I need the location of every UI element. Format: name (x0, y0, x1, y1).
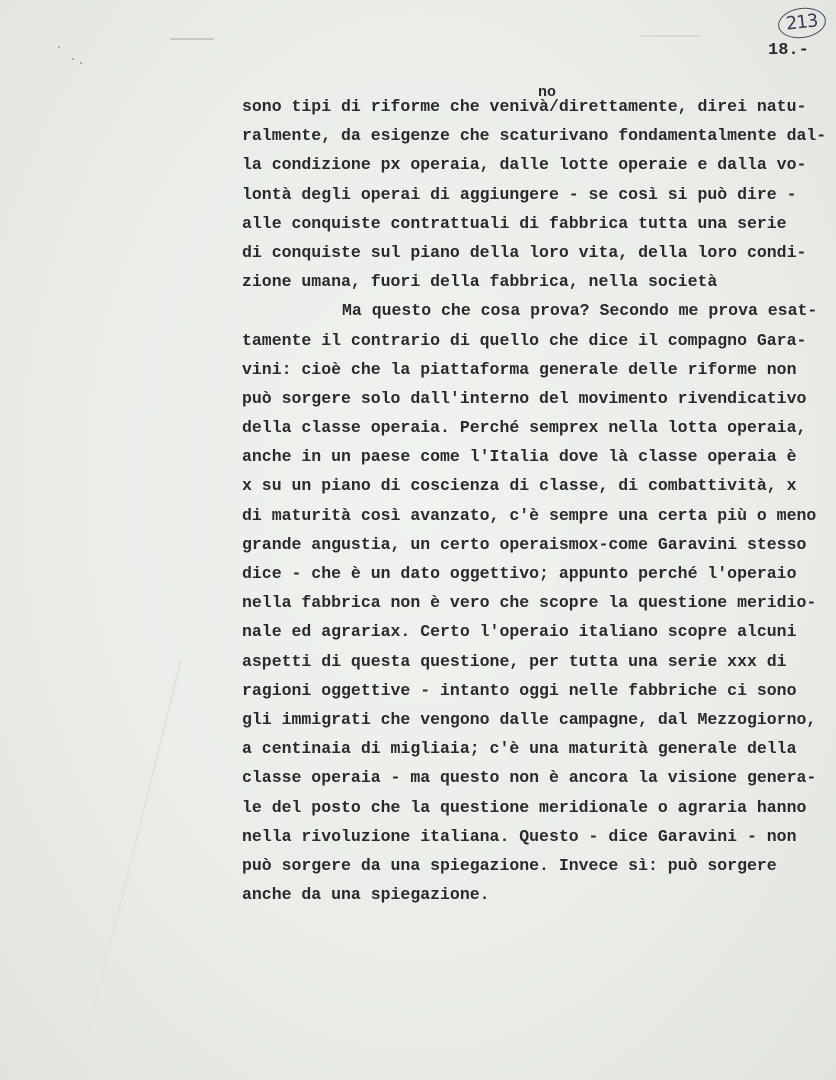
text-line: a centinaia di migliaia; c'è una maturità generale della (242, 739, 797, 759)
page-number: 18.- (768, 41, 809, 60)
text-line: nella rivoluzione italiana. Questo - dice Garavini - non (242, 826, 797, 846)
text-line: può sorgere solo dall'interno del movimento rivendicativo (242, 388, 807, 408)
text-line: classe operaia - ma questo non è ancora la visione genera- (242, 768, 817, 788)
scan-dot (58, 46, 60, 48)
text-line: aspetti di questa questione, per tutta una serie xxx di (242, 651, 787, 671)
text-line: nella fabbrica non è vero che scopre la questione meridio- (242, 593, 817, 613)
text-line: anche da una spiegazione. (242, 885, 490, 905)
text-line: alle conquiste contrattuali di fabbrica tutta una serie (242, 213, 787, 233)
text-line: della classe operaia. Perché semprex nella lotta operaia, (242, 418, 807, 438)
text-line: di conquiste sul piano della loro vita, della loro condi- (242, 242, 807, 262)
text-line: dice - che è un dato oggettivo; appunto perché l'operaio (242, 564, 797, 583)
text-line: ralmente, da esigenze che scaturivano fondamentalmente dal- (242, 126, 827, 146)
typed-body-text (0, 92, 836, 909)
text-line: ragioni oggettive - intanto oggi nelle fabbriche ci sono (242, 680, 797, 700)
text-line: anche in un paese come l'Italia dove là classe operaia è (242, 447, 797, 467)
text-line: lontà degli operai di aggiungere - se così si può dire - (242, 184, 797, 204)
text-line: sono tipi di riforme che venivà/direttamente, direi natu- (242, 97, 807, 116)
text-line: le del posto che la questione meridionale o agraria hanno (242, 797, 807, 817)
text-line-indented: Ma questo che cosa prova? Secondo me prova esat- (342, 301, 818, 321)
scan-smudge-right (640, 35, 700, 37)
text-line: grande angustia, un certo operaismox-come Garavini stesso (242, 534, 807, 554)
scan-dot (80, 62, 82, 64)
text-line: la condizione px operaia, dalle lotte operaie e dalla vo- (242, 155, 807, 175)
scan-smudge-left (170, 38, 214, 40)
text-line: tamente il contrario di quello che dice il compagno Gara- (242, 330, 807, 350)
scan-dot (72, 58, 74, 60)
text-line: gli immigrati che vengono dalle campagne, dal Mezzogiorno, (242, 709, 817, 729)
handwritten-insertion: no (538, 84, 557, 101)
text-line: x su un piano di coscienza di classe, di combattività, x (242, 476, 797, 496)
text-line: nale ed agrariax. Certo l'operaio italiano scopre alcuni (242, 622, 797, 642)
archive-number: 213 (784, 10, 819, 35)
text-line: può sorgere da una spiegazione. Invece sì: può sorgere (242, 855, 777, 875)
text-line: zione umana, fuori della fabbrica, nella società (242, 272, 718, 292)
text-line: di maturità così avanzato, c'è sempre una certa più o meno (242, 505, 817, 525)
text-line: vini: cioè che la piattaforma generale delle riforme non (242, 359, 797, 379)
